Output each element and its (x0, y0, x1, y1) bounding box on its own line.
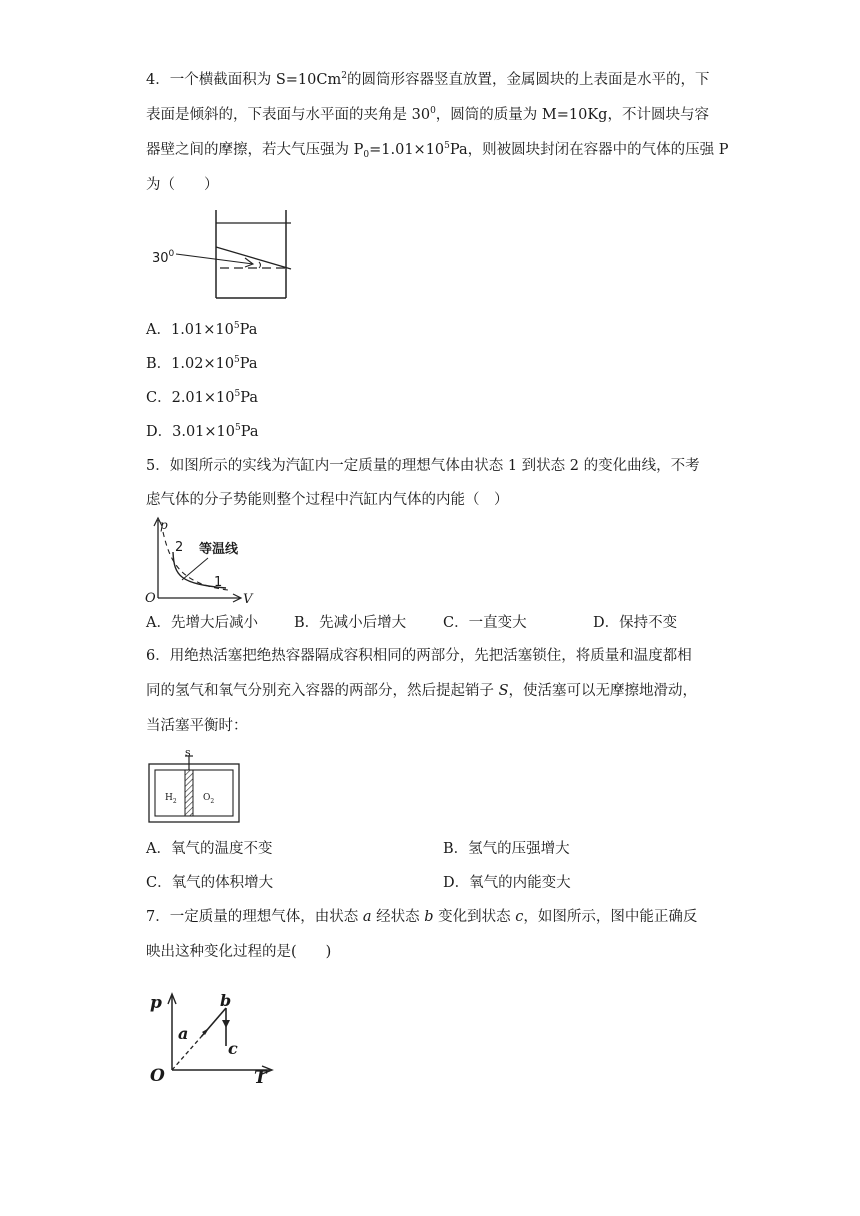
q4-option-c-sup: 5 (234, 389, 241, 399)
q4-option-a-unit: Pa (239, 322, 258, 338)
q6-text-line-1: 6．用绝热活塞把绝热容器隔成容积相同的两部分，先把活塞锁住，将质量和温度都相 (146, 648, 692, 664)
q4-option-b-text: B．1.02×10 (146, 356, 235, 372)
q7-state-b-label: b (220, 991, 232, 1010)
q6-pin-label: s (185, 746, 191, 759)
q4-option-a-sup: 5 (233, 321, 240, 331)
q4-line3-sup: 5 (444, 141, 450, 151)
q4-text-line-4: 为（ ） (146, 177, 219, 193)
q6-option-c[interactable]: C．氧气的体积增大 (146, 875, 274, 891)
q5-origin-label: O (145, 591, 156, 606)
q4-text-line-2 (146, 105, 709, 125)
q6-option-d[interactable]: D．氧气的内能变大 (443, 875, 571, 891)
q5-text-line-1: 5．如图所示的实线为汽缸内一定质量的理想气体由状态 1 到状态 2 的变化曲线，不考 (146, 458, 700, 474)
q4-line3-b: =1.01×10 (369, 142, 445, 158)
q4-angle-label-text: 30 (152, 251, 169, 266)
q6-o2-sub: 2 (210, 798, 215, 805)
q4-block-bottom-surface (216, 247, 291, 269)
q7-line1-c: 变化到状态 (433, 909, 516, 925)
q4-option-d-text: D．3.01×10 (146, 424, 236, 440)
q5-state-1-label: 1 (214, 575, 223, 590)
q6-h2-sub: 2 (172, 798, 177, 805)
q6-line2-b: ，使活塞可以无摩擦地滑动， (508, 683, 698, 699)
q7-p-axis-label: p (150, 993, 162, 1013)
q6-h2-label (165, 788, 177, 808)
q4-option-d-sup: 5 (235, 423, 241, 433)
q6-o2-letter: O (203, 793, 211, 803)
q7-state-b-inline: b (424, 909, 434, 925)
q7-state-a-label: a (178, 1024, 189, 1043)
q5-text-line-2: 虑气体的分子势能则整个过程中汽缸内气体的内能（ ） (146, 492, 509, 508)
q4-option-d-unit: Pa (240, 424, 259, 440)
q6-piston (185, 770, 193, 816)
q6-option-a[interactable]: A．氧气的温度不变 (146, 841, 273, 857)
q4-text-line-1 (146, 70, 709, 90)
q4-line3-c: Pa，则被圆块封闭在容器中的气体的压强 P (449, 142, 729, 158)
q4-arrow-head-icon (245, 258, 253, 267)
q4-option-d[interactable] (146, 422, 259, 442)
q6-line2-s: S (498, 683, 509, 699)
q6-h2-letter: H (165, 793, 173, 803)
q7-line1-b: 经状态 (371, 909, 425, 925)
q4-figure-angle-label (152, 249, 174, 269)
q4-line2-b: ，圆筒的质量为 M=10Kg，不计圆块与容 (435, 107, 709, 123)
q6-text-line-3: 当活塞平衡时： (146, 718, 248, 734)
q4-angle-arc (259, 262, 261, 268)
q5-state-2-label: 2 (175, 540, 184, 555)
q7-arrow-bc-icon (222, 1020, 230, 1028)
q5-option-c[interactable]: C．一直变大 (443, 615, 527, 631)
q4-option-a-text: A．1.01×10 (146, 322, 234, 338)
q7-text-line-2: 映出这种变化过程的是( ) (146, 944, 332, 960)
q5-p-axis-label: p (160, 518, 168, 532)
q6-option-b[interactable]: B．氢气的压强增大 (443, 841, 570, 857)
q5-option-a[interactable]: A．先增大后减小 (146, 615, 258, 631)
q4-option-b-unit: Pa (239, 356, 258, 372)
q5-isotherm-label: 等温线 (199, 542, 239, 557)
q5-v-axis-label: V (243, 592, 253, 607)
q4-line1-tail: 的圆筒形容器竖直放置，金属圆块的上表面是水平的，下 (346, 72, 710, 88)
q4-text-line-3 (146, 140, 729, 160)
q7-line1-a: 7．一定质量的理想气体，由状态 (146, 909, 363, 925)
q4-option-b-sup: 5 (234, 355, 240, 365)
q7-state-a-inline: a (362, 909, 372, 925)
q7-state-c-label: c (228, 1039, 238, 1058)
q4-option-a[interactable] (146, 320, 257, 340)
q4-line1-text: 4．一个横截面积为 S=10Cm (146, 72, 342, 88)
q7-state-c-inline: c (515, 909, 524, 925)
q4-option-c-text: C．2.01×10 (146, 390, 235, 406)
q4-option-c[interactable] (146, 388, 258, 408)
q6-line2-a: 同的氢气和氧气分别充入容器的两部分，然后提起销子 (146, 683, 499, 699)
q5-isotherm-pointer (182, 558, 208, 580)
q4-angle-label-sup: 0 (168, 249, 175, 259)
q4-angle-pointer (176, 254, 253, 264)
q4-option-b[interactable] (146, 354, 258, 374)
q5-option-d[interactable]: D．保持不变 (593, 615, 678, 631)
q7-text-line-1 (146, 907, 697, 927)
q4-line3-a: 器壁之间的摩擦，若大气压强为 P (146, 142, 364, 158)
q4-line1-sup: 2 (341, 71, 347, 81)
q4-line3-sub: 0 (363, 150, 370, 160)
q7-line1-d: ，如图所示，图中能正确反 (523, 909, 698, 925)
q5-option-b[interactable]: B．先减小后增大 (294, 615, 407, 631)
q4-line2-a: 表面是倾斜的，下表面与水平面的夹角是 30 (146, 107, 431, 123)
q6-text-line-2 (146, 681, 697, 701)
q4-option-c-unit: Pa (240, 390, 258, 406)
q6-o2-label (203, 788, 214, 808)
q7-origin-label: O (150, 1066, 165, 1086)
q4-line2-sup: 0 (430, 106, 436, 116)
q6-container-figure (146, 746, 246, 826)
q7-t-axis-label: T (254, 1068, 267, 1088)
q6-outer-wall (149, 764, 239, 822)
